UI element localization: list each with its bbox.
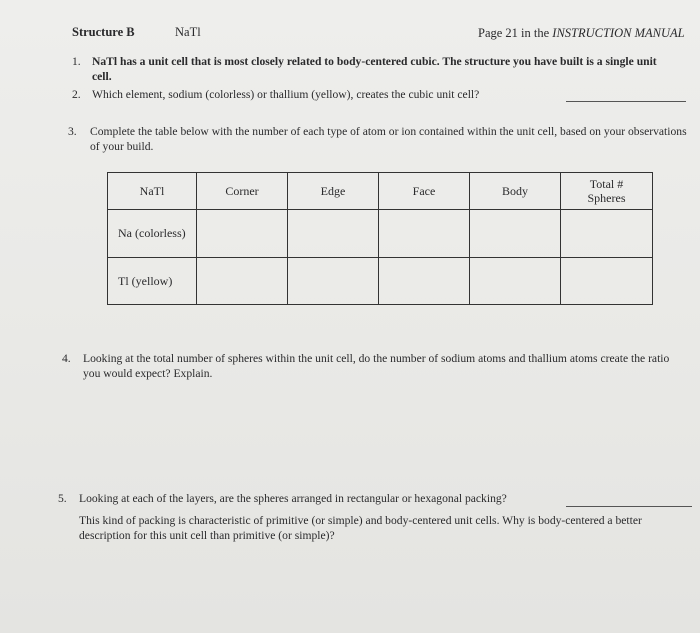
question-4-number: 4. bbox=[62, 352, 71, 365]
page-reference-manual: INSTRUCTION MANUAL bbox=[552, 26, 685, 40]
cell-na-edge[interactable] bbox=[288, 210, 379, 258]
cell-tl-corner[interactable] bbox=[197, 258, 288, 305]
cell-na-corner[interactable] bbox=[197, 210, 288, 258]
header-total-line1: Total # bbox=[589, 177, 624, 191]
header-corner: Corner bbox=[197, 173, 288, 210]
question-5-answer-line[interactable] bbox=[566, 506, 692, 507]
header-total-line2: Spheres bbox=[587, 191, 626, 205]
cell-tl-total[interactable] bbox=[561, 258, 653, 305]
structure-label: Structure B bbox=[72, 25, 135, 39]
question-1-number: 1. bbox=[72, 55, 81, 68]
question-2-number: 2. bbox=[72, 88, 81, 101]
question-3-number: 3. bbox=[68, 125, 77, 138]
question-1-text: NaTl has a unit cell that is most closely related to body-centered cubic. The structure you have built is a single unit cell. bbox=[92, 55, 657, 83]
cell-tl-face[interactable] bbox=[379, 258, 470, 305]
cell-tl-body[interactable] bbox=[470, 258, 561, 305]
header-body: Body bbox=[470, 173, 561, 210]
cell-na-body[interactable] bbox=[470, 210, 561, 258]
table-header-row bbox=[108, 173, 653, 210]
atom-count-table bbox=[107, 172, 653, 305]
question-2-answer-line[interactable] bbox=[566, 101, 686, 102]
question-5-text: Looking at each of the layers, are the spheres arranged in rectangular or hexagonal packing? bbox=[79, 492, 507, 505]
page-reference bbox=[478, 26, 685, 41]
page-reference-prefix: Page 21 in the bbox=[478, 26, 553, 40]
cell-na-face[interactable] bbox=[379, 210, 470, 258]
header-total-spheres bbox=[561, 173, 653, 210]
row-label-na: Na (colorless) bbox=[108, 210, 197, 258]
table-row-na bbox=[108, 210, 653, 258]
cell-na-total[interactable] bbox=[561, 210, 653, 258]
question-5-followup-text: This kind of packing is characteristic of primitive (or simple) and body-centered unit cells. Why is body-centered a better description for this unit cell than primitive (or simple)? bbox=[79, 514, 642, 542]
cell-tl-edge[interactable] bbox=[288, 258, 379, 305]
header-edge: Edge bbox=[288, 173, 379, 210]
table-row-tl bbox=[108, 258, 653, 305]
question-3-text: Complete the table below with the number of each type of atom or ion contained within the unit cell, based on your observations of your build. bbox=[90, 125, 687, 153]
header-natl: NaTl bbox=[108, 173, 197, 210]
question-4-text: Looking at the total number of spheres within the unit cell, do the number of sodium atoms and thallium atoms create the ratio you would expect? Explain. bbox=[83, 352, 670, 380]
row-label-tl: Tl (yellow) bbox=[108, 258, 197, 305]
question-2-text: Which element, sodium (colorless) or thallium (yellow), creates the cubic unit cell? bbox=[92, 88, 480, 101]
question-5-number: 5. bbox=[58, 492, 67, 505]
compound-label: NaTl bbox=[175, 25, 201, 39]
header-face: Face bbox=[379, 173, 470, 210]
